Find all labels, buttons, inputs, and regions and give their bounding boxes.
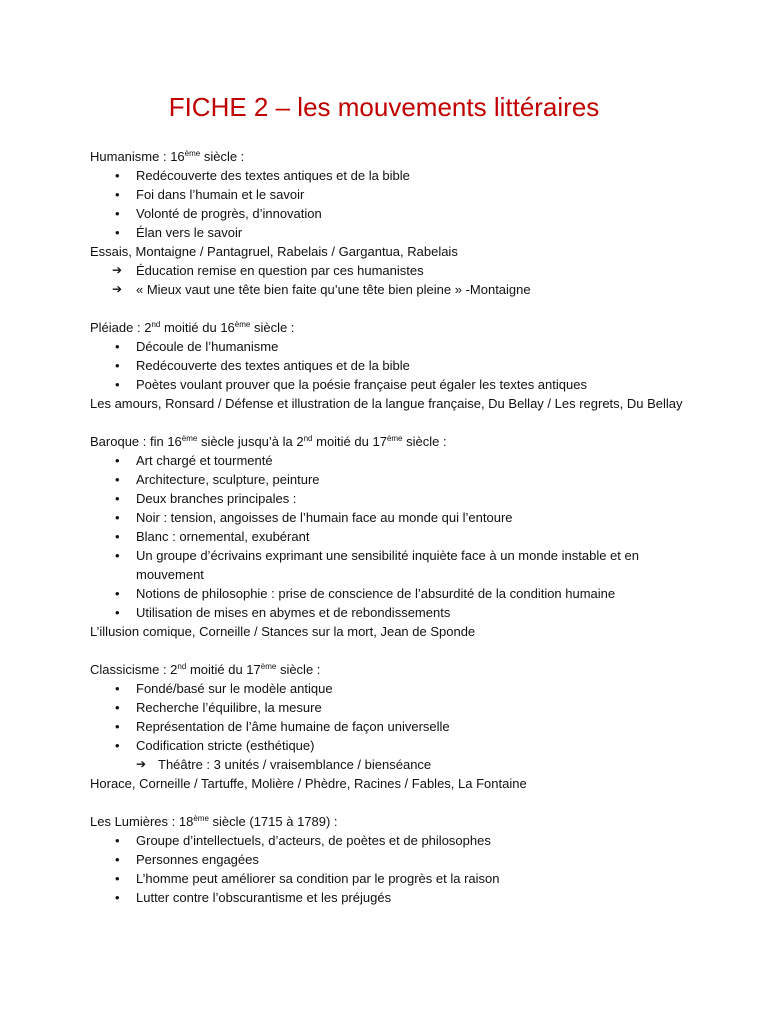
list-item: • Notions de philosophie : prise de conscience de l’absurdité de la condition humaine xyxy=(90,584,690,603)
section-heading xyxy=(90,660,690,679)
list-item: • Élan vers le savoir xyxy=(90,223,690,242)
heading-text: siècle (1715 à 1789) : xyxy=(208,814,338,829)
section-baroque xyxy=(90,432,690,641)
list-item: • Découle de l’humanisme xyxy=(90,337,690,356)
list-item: • Lutter contre l’obscurantisme et les préjugés xyxy=(90,888,690,907)
heading-text: moitié du 17 xyxy=(312,434,387,449)
heading-text: moitié du 17 xyxy=(186,662,261,677)
list-item: • Noir : tension, angoisses de l’humain face au monde qui l’entoure xyxy=(90,508,690,527)
bullet-list xyxy=(90,166,690,242)
list-item: • Foi dans l’humain et le savoir xyxy=(90,185,690,204)
section-humanisme xyxy=(90,147,690,299)
section-classicisme xyxy=(90,660,690,793)
superscript: ème xyxy=(181,434,198,443)
heading-text: siècle : xyxy=(250,320,295,335)
heading-text: siècle jusqu’à la 2 xyxy=(197,434,304,449)
arrow-text: Éducation remise en question par ces humanistes xyxy=(136,263,424,278)
list-item: • Groupe d’intellectuels, d’acteurs, de poètes et de philosophes xyxy=(90,831,690,850)
superscript: nd xyxy=(303,434,313,443)
heading-text: Baroque : fin 16 xyxy=(90,434,182,449)
heading-text: Classicisme : 2 xyxy=(90,662,178,677)
superscript: ème xyxy=(386,434,403,443)
section-heading xyxy=(90,432,690,451)
list-item: • Deux branches principales : xyxy=(90,489,690,508)
list-item: • Architecture, sculpture, peinture xyxy=(90,470,690,489)
right-arrow-icon: ➔ xyxy=(112,263,123,277)
list-item: • Un groupe d’écrivains exprimant une sensibilité inquiète face à un monde instable et en mouvement xyxy=(90,546,690,584)
section-pleiade xyxy=(90,318,690,413)
bullet-list xyxy=(90,831,690,907)
superscript: ème xyxy=(184,149,201,158)
list-item: • Redécouverte des textes antiques et de la bible xyxy=(90,166,690,185)
heading-text: siècle : xyxy=(200,149,245,164)
list-item: • Représentation de l’âme humaine de façon universelle xyxy=(90,717,690,736)
list-item: • Redécouverte des textes antiques et de la bible xyxy=(90,356,690,375)
superscript: ème xyxy=(234,320,251,329)
arrow-text: Théâtre : 3 unités / vraisemblance / bienséance xyxy=(158,757,432,772)
list-item: • Blanc : ornemental, exubérant xyxy=(90,527,690,546)
superscript: nd xyxy=(177,662,187,671)
list-item: • L’homme peut améliorer sa condition par le progrès et la raison xyxy=(90,869,690,888)
section-lumieres xyxy=(90,812,690,907)
section-heading xyxy=(90,318,690,337)
document-body xyxy=(90,147,690,907)
list-item: • Codification stricte (esthétique) xyxy=(90,736,690,755)
bullet-list xyxy=(90,451,690,622)
page-title: FICHE 2 – les mouvements littéraires xyxy=(168,92,600,122)
bullet-list xyxy=(90,337,690,394)
arrow-item xyxy=(90,280,690,299)
heading-text: moitié du 16 xyxy=(160,320,235,335)
right-arrow-icon: ➔ xyxy=(112,282,123,296)
right-arrow-icon: ➔ xyxy=(136,757,147,771)
list-item: • Personnes engagées xyxy=(90,850,690,869)
heading-text: Les Lumières : 18 xyxy=(90,814,194,829)
works-line: Horace, Corneille / Tartuffe, Molière / Phèdre, Racines / Fables, La Fontaine xyxy=(90,776,527,791)
superscript: ème xyxy=(193,814,209,823)
list-item: • Utilisation de mises en abymes et de rebondissements xyxy=(90,603,690,622)
arrow-item xyxy=(90,261,690,280)
works-line: Essais, Montaigne / Pantagruel, Rabelais / Gargantua, Rabelais xyxy=(90,244,458,259)
bullet-list xyxy=(90,679,690,755)
section-heading xyxy=(90,812,690,831)
section-heading xyxy=(90,147,690,166)
superscript: nd xyxy=(151,320,161,329)
superscript: ème xyxy=(260,662,277,671)
arrow-text: « Mieux vaut une tête bien faite qu’une tête bien pleine » -Montaigne xyxy=(136,282,531,297)
heading-text: siècle : xyxy=(276,662,321,677)
arrow-item xyxy=(90,755,690,774)
works-line: Les amours, Ronsard / Défense et illustration de la langue française, Du Bellay / Les regrets, Du Bellay xyxy=(90,396,683,411)
heading-text: siècle : xyxy=(402,434,447,449)
heading-text: Pléiade : 2 xyxy=(90,320,152,335)
list-item: • Art chargé et tourmenté xyxy=(90,451,690,470)
list-item: • Fondé/basé sur le modèle antique xyxy=(90,679,690,698)
list-item: • Poètes voulant prouver que la poésie française peut égaler les textes antiques xyxy=(90,375,690,394)
heading-text: Humanisme : 16 xyxy=(90,149,185,164)
works-line: L’illusion comique, Corneille / Stances sur la mort, Jean de Sponde xyxy=(90,624,476,639)
list-item: • Volonté de progrès, d’innovation xyxy=(90,204,690,223)
list-item: • Recherche l’équilibre, la mesure xyxy=(90,698,690,717)
